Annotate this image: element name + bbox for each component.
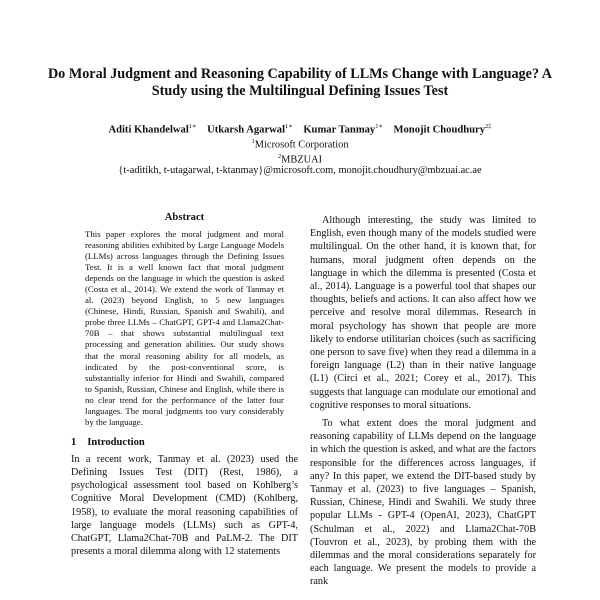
abstract-heading: Abstract xyxy=(164,212,205,223)
intro-paragraph: In a recent work, Tanmay et al. (2023) used the Defining Issues Test (DIT) (Rest, 1986), a psychological assessment tool based on Kohlberg’s Cognitive Moral Development (CMD) (Kohlberg, 1958), to evaluate the moral reasoning capabilities of large language models (LLMs) such as GPT-4, ChatGPT, Llama2Chat-70B and PaLM-2. The DIT presents a moral dilemma along with 12 statements xyxy=(71,453,298,558)
author-name: Aditi Khandelwal xyxy=(108,124,189,136)
affil-name: Microsoft Corporation xyxy=(254,139,349,151)
body-paragraph: To what extent does the moral judgment and reasoning capability of LLMs depend on the language in which the question is asked, and what are the factors responsible for the differences across languages, if any? In this paper, we extend the DIT-based study by Tanmay et al. (2023) to five languages – Spanish, Russian, Chinese, Hindi and Swahili. We study three popular LLMs - GPT-4 (OpenAI, 2023), ChatGPT (Schulman et al., 2022) and Llama2Chat-70B (Touvron et al., 2023), by probing them with the dilemmas and the moral considerations separately for each language. We present the models to provide a rank xyxy=(310,418,536,588)
affil-mark: 2 xyxy=(277,153,282,160)
author-name: Kumar Tanmay xyxy=(303,124,376,136)
section-title: Introduction xyxy=(87,436,145,448)
author-emails: {t-aditikh, t-utagarwal, t-ktanmay}@microsoft.com, monojit.choudhury@mbzuai.ac.ae xyxy=(118,165,482,176)
right-column xyxy=(310,214,536,589)
author-name: Monojit Choudhury xyxy=(393,124,486,136)
section-heading xyxy=(71,437,298,448)
section-number: 1 xyxy=(71,436,77,448)
affil-name: MBZUAI xyxy=(281,154,323,166)
left-column xyxy=(71,205,298,558)
author-affil-mark: 1∗ xyxy=(375,123,383,130)
paper-title: Do Moral Judgment and Reasoning Capability of LLMs Change with Language? A Study using the Multilingual Defining Issues Test xyxy=(47,66,553,99)
author-name: Utkarsh Agarwal xyxy=(207,124,286,136)
affiliation xyxy=(40,135,560,151)
author-affil-mark: 2‡ xyxy=(485,123,492,130)
author-affil-mark: 1∗ xyxy=(188,123,197,130)
abstract-text: This paper explores the moral judgment and moral reasoning abilities exhibited by Large Language Models (LLMs) across languages through the Defining Issues Test. It is a well known fact that moral judgment depends on the language in which the question is asked (Costa et al., 2014). We extend the work of Tanmay et al. (2023) beyond English, to 5 new languages (Chinese, Hindi, Russian, Spanish and Swahili), and probe three LLMs – ChatGPT, GPT-4 and Llama2Chat-70B – that shows substantial multilingual text processing and generation abilities. Our study shows that the moral reasoning ability for all models, as indicated by the post-conventional score, is substantially inferior for Hindi and Swahili, compared to Spanish, Russian, Chinese and English, while there is no clear trend for the performance of the latter four languages. The moral judgments too vary considerably by the language. xyxy=(85,229,284,427)
author-affil-mark: 1∗ xyxy=(285,123,293,130)
body-paragraph: Although interesting, the study was limited to English, even though many of the models studied were multilingual. On the other hand, it is known that, for humans, moral judgment often depends on the language in which the dilemma is presented (Costa et al., 2014). Language is a powerful tool that shapes our thoughts, beliefs and actions. It can also affect how we perceive and resolve moral dilemmas. Research in moral psychology has shown that people are more likely to endorse utilitarian choices (such as sacrificing one person to save five) when they read a dilemma in a foreign language (L2) than in their native language (L1) (Circi et al., 2021; Corey et al., 2017). This suggests that language can modulate our emotional and cognitive responses to moral situations. xyxy=(310,215,536,411)
affil-mark: 1 xyxy=(251,138,255,145)
